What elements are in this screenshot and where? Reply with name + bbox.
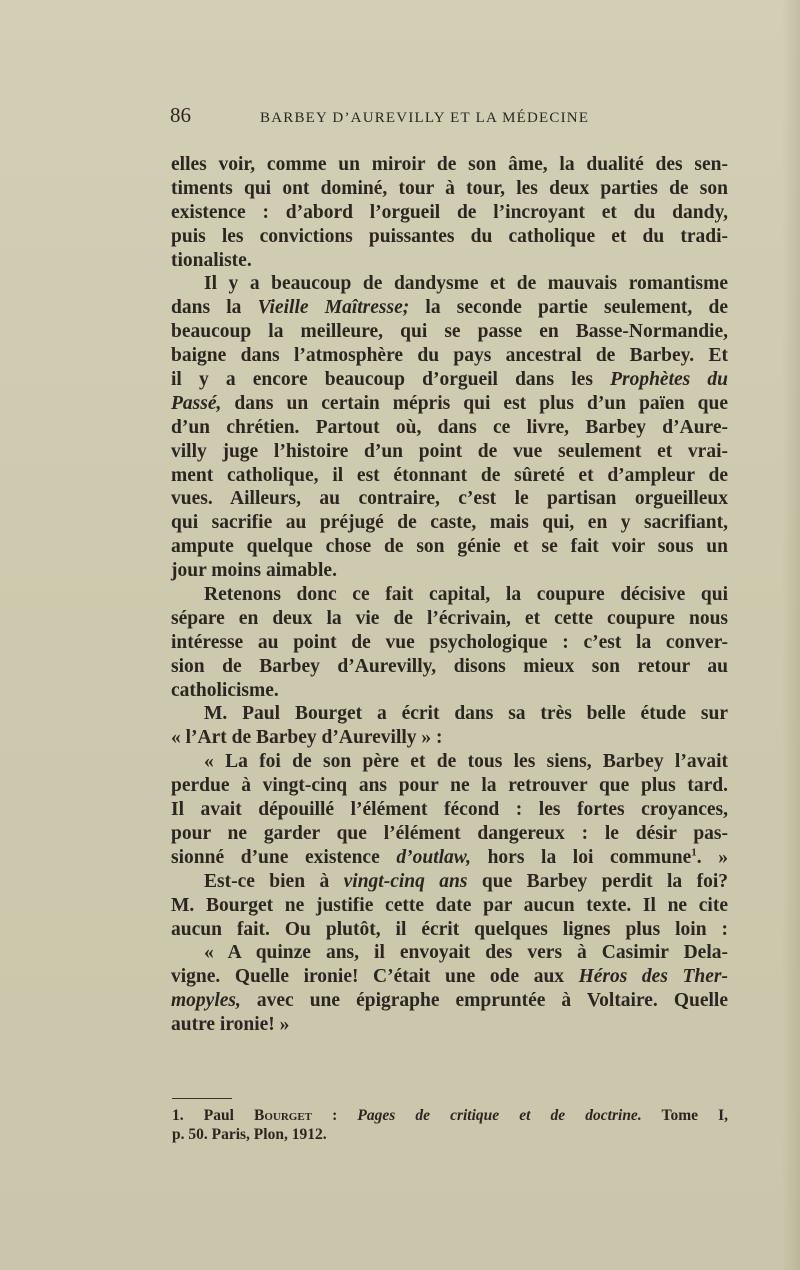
text-line: M. Bourget ne justifie cette date par aucun texte. Il ne cite [171,894,728,916]
footnote [172,1106,728,1144]
text-line: baigne dans l’atmosphère du pays ancestral de Barbey. Et [171,345,728,367]
text-line: beaucoup la meilleure, qui se passe en Basse-Normandie, [171,321,728,343]
text-line: perdue à vingt-cinq ans pour ne la retrouver que plus tard. [171,775,728,797]
text-line: qui sacrifie au préjugé de caste, mais qui, en y sacrifiant, [171,512,728,534]
title-prophetes: Prophètes du [610,369,728,391]
text-line: villy juge l’histoire d’un point de vue seulement et vrai- [171,440,728,462]
book-title: Pages de critique et de doctrine. [357,1107,642,1124]
text-line: existence : d’abord l’orgueil de l’incroyant et du dandy, [171,201,728,223]
running-title: BARBEY D’AUREVILLY ET LA MÉDECINE [260,110,590,126]
text-line: Est-ce bien à vingt-cinq ans que Barbey perdit la foi? [204,870,728,892]
text-line: autre ironie! » [171,1014,290,1036]
text-line: « A quinze ans, il envoyait des vers à Casimir Dela- [204,942,728,964]
text-line: sionné d’une existence d’outlaw, hors la loi commune$^1$. » [171,846,729,868]
text-line: d’un chrétien. Partout où, dans ce livre, Barbey d’Aure- [171,416,728,438]
text-line: vigne. Quelle ironie! C’était une ode aux Héros des Ther- [171,966,728,988]
text-line: pour ne garder que l’élément dangereux : le désir pas- [171,822,728,844]
text-line: vues. Ailleurs, au contraire, c’est le partisan orgueilleux [171,488,728,510]
emphasis-vingt-cinq-ans: vingt-cinq ans [343,870,468,892]
text-line: timents qui ont dominé, tour à tour, les deux parties de son [171,177,728,199]
text-line: mopyles, avec une épigraphe empruntée à Voltaire. Quelle [171,990,728,1012]
footnote-divider [172,1098,232,1099]
footnote-marker: 1 [691,846,697,859]
text-line: Passé, dans un certain mépris qui est plus d’un païen que [171,392,728,414]
author-name: Bourget [253,1107,312,1124]
text-line: sépare en deux la vie de l’écrivain, et cette coupure nous [171,607,728,629]
title-passe: Passé, [171,392,222,414]
text-line: dans la Vieille Maîtresse; la seconde partie seulement, de [171,297,728,319]
text-line: il y a encore beaucoup d’orgueil dans les Prophètes du [171,369,728,391]
page-header [170,100,730,130]
text-line: Il y a beaucoup de dandysme et de mauvais romantisme [204,273,728,295]
text-line: Il avait dépouillé l’élément fécond : les fortes croyances, [171,799,728,821]
text-line: elles voir, comme un miroir de son âme, la dualité des sen- [171,154,728,175]
text-line: « l’Art de Barbey d’Aurevilly » : [171,727,443,749]
title-vieille-maitresse: Vieille Maîtresse; [257,297,410,319]
text-line: Retenons donc ce fait capital, la coupure décisive qui [204,584,728,606]
text-line: puis les convictions puissantes du catholique et du tradi- [171,225,728,247]
page-edge-shadow [782,0,800,1270]
text-line: M. Paul Bourget a écrit dans sa très belle étude sur [204,703,728,725]
text-line: ment catholique, il est étonnant de sûreté et d’ampleur de [171,464,728,486]
footnote-line: 1. Paul Bourget : Pages de critique et de doctrine. Tome I, [172,1107,728,1124]
text-line: catholicisme. [171,679,279,701]
term-outlaw: d’outlaw, [396,846,471,868]
text-line: sion de Barbey d’Aurevilly, disons mieux son retour au [171,655,728,677]
title-heros-des-thermopyles-cont: mopyles, [171,990,241,1012]
page-number: 86 [170,103,191,127]
text-line: tionaliste. [171,249,252,271]
text-line: intéresse au point de vue psychologique : c’est la conver- [171,631,728,653]
text-line: « La foi de son père et de tous les siens, Barbey l’avait [204,751,728,773]
text-line: aucun fait. Ou plutôt, il écrit quelques lignes plus loin : [171,918,728,940]
text-line: jour moins aimable. [171,560,337,582]
footnote-line: p. 50. Paris, Plon, 1912. [172,1126,327,1143]
title-heros-des-thermopyles: Héros des Ther- [578,966,728,988]
body-text [171,153,728,1037]
text-line: ampute quelque chose de son génie et se fait voir sous un [171,536,728,558]
